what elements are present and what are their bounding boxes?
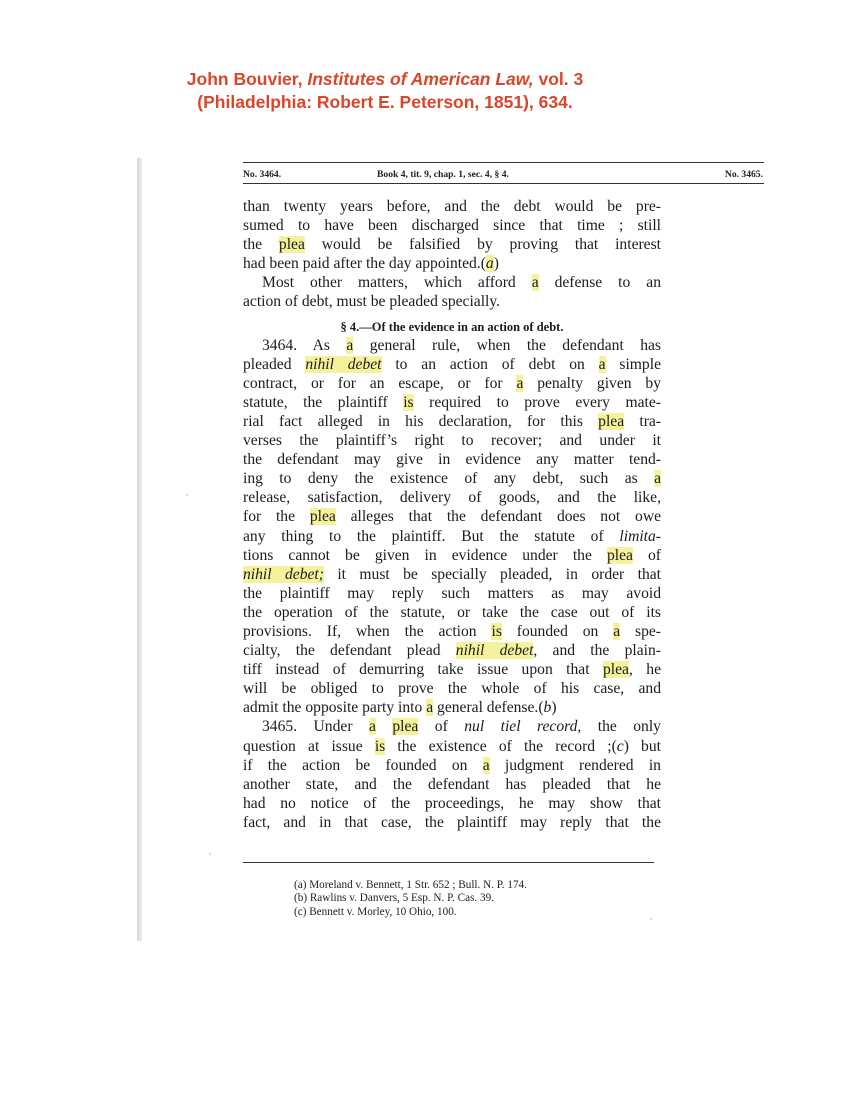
text-line: tiff instead of demurring take issue upon that plea, he <box>243 661 661 679</box>
running-head-left: No. 3464. <box>243 169 282 180</box>
footnote-rule <box>243 862 654 863</box>
text-line: fact, and in that case, the plaintiff may reply that the <box>243 813 661 831</box>
citation-line-2: (Philadelphia: Robert E. Peterson, 1851), 634. <box>197 92 573 112</box>
scanned-page <box>142 158 763 941</box>
text-line: 3465. Under a plea of nul tiel record, the only <box>262 718 661 736</box>
text-line: Most other matters, which afford a defense to an <box>262 274 661 292</box>
text-line: the plea would be falsified by proving that interest <box>243 236 662 254</box>
text-line: another state, and the defendant has pleaded that he <box>243 775 661 793</box>
text-line: sumed to have been discharged since that time ; still <box>243 217 661 235</box>
scan-speck <box>650 918 652 920</box>
text-line: nihil debet; it must be specially pleaded, in order that <box>243 565 662 583</box>
text-line: contract, or for an escape, or for a penalty given by <box>243 374 661 392</box>
text-line: pleaded nihil debet to an action of debt on a simple <box>243 355 661 373</box>
text-line: for the plea alleges that the defendant does not owe <box>243 508 662 526</box>
text-line: tions cannot be given in evidence under the plea of <box>243 546 662 564</box>
body-text <box>243 197 661 832</box>
text-line: will be obliged to prove the whole of his case, and <box>243 680 661 698</box>
running-head-center: Book 4, tit. 9, chap. 1, sec. 4, § 4. <box>377 169 509 180</box>
head-rule <box>243 183 764 184</box>
text-line: action of debt, must be pleaded specially. <box>243 293 501 311</box>
footnotes <box>294 879 634 919</box>
running-head-right: No. 3465. <box>724 169 763 180</box>
scan-speck <box>186 494 188 496</box>
text-line: had no notice of the proceedings, he may show that <box>243 794 661 812</box>
text-line: verses the plaintiff’s right to recover; and under it <box>243 432 661 450</box>
text-line: if the action be founded on a judgment rendered in <box>243 756 661 774</box>
running-head <box>243 166 763 184</box>
text-line: rial fact alleged in his declaration, for this plea tra- <box>243 412 662 430</box>
footnote-a: (a) Moreland v. Bennett, 1 Str. 652 ; Bull. N. P. 174. <box>294 879 527 891</box>
text-line: any thing to the plaintiff. But the statute of limita- <box>243 527 661 545</box>
text-line: admit the opposite party into a general defense.(b) <box>243 699 557 717</box>
text-line: release, satisfaction, delivery of goods, and the like, <box>243 489 661 507</box>
text-line: the defendant may give in evidence any matter tend- <box>243 451 661 469</box>
text-line: question at issue is the existence of the record ;(c) but <box>243 737 661 755</box>
text-line: cialty, the defendant plead nihil debet, and the plain- <box>243 642 661 660</box>
scan-speck <box>209 853 211 855</box>
citation-header <box>0 68 770 114</box>
text-line: the operation of the statute, or take the case out of its <box>243 603 661 621</box>
text-line: ing to deny the existence of any debt, such as a <box>243 470 661 488</box>
text-line: the plaintiff may reply such matters as may avoid <box>243 584 661 602</box>
text-line: than twenty years before, and the debt would be pre- <box>243 198 661 215</box>
text-line: statute, the plaintiff is required to prove every mate- <box>243 393 661 411</box>
text-line: had been paid after the day appointed.(a) <box>243 255 499 273</box>
footnote-c: (c) Bennett v. Morley, 10 Ohio, 100. <box>294 905 457 918</box>
top-rule <box>243 162 764 163</box>
text-line: provisions. If, when the action is founded on a spe- <box>243 622 661 640</box>
text-line: 3464. As a general rule, when the defendant has <box>262 336 661 354</box>
section-heading: § 4.—Of the evidence in an action of debt. <box>340 319 564 334</box>
footnote-b: (b) Rawlins v. Danvers, 5 Esp. N. P. Cas. 39. <box>294 892 495 905</box>
citation-line-1: John Bouvier, Institutes of American Law, vol. 3 <box>186 69 584 89</box>
book-title: Institutes of American Law, <box>307 69 534 89</box>
